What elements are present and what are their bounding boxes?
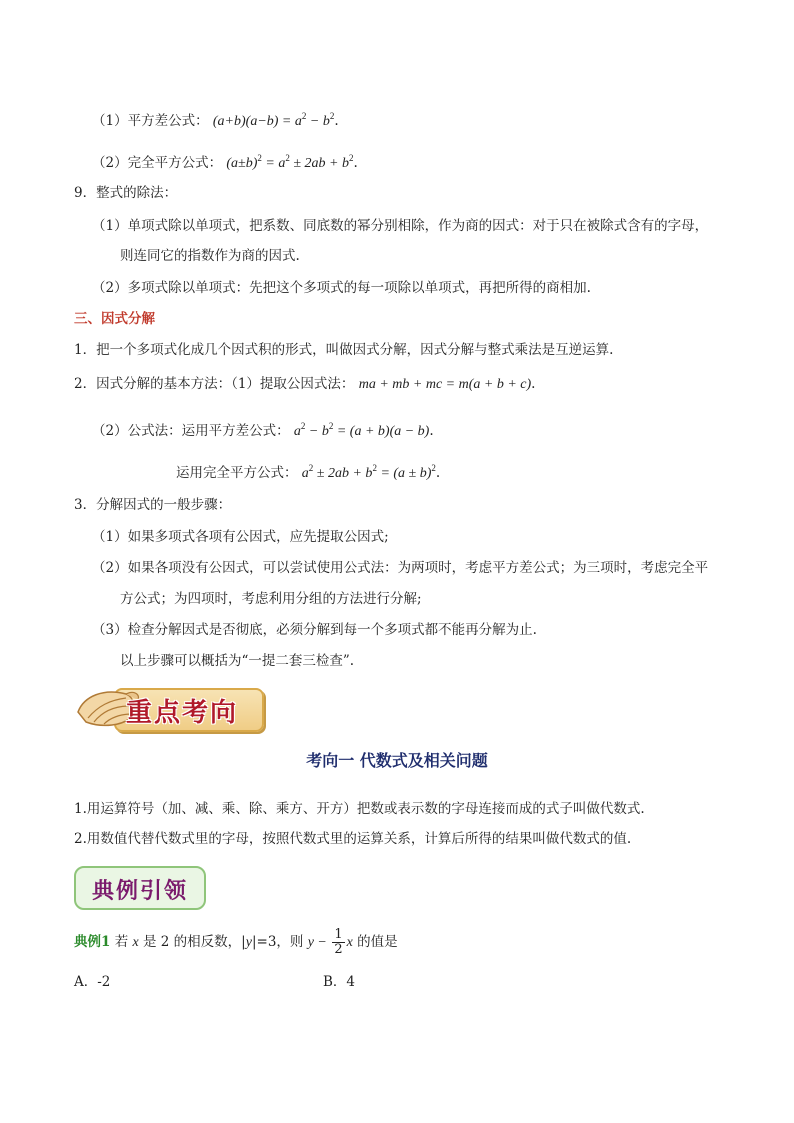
- perfect-square-line: （2）完全平方公式： $(a\pm b)^2 = a^2 \pm 2ab + b^2$.: [92, 153, 358, 171]
- topic-title: 考向一 代数式及相关问题: [306, 751, 488, 770]
- step-2: （2）如果各项没有公因式，可以尝试使用公式法：为两项时，考虑平方差公式；为三项时，考虑完全平: [92, 560, 709, 576]
- step-1: （1）如果多项式各项有公因式，应先提取公因式;: [92, 529, 389, 545]
- steps-summary: 以上步骤可以概括为“一提二套三检查”.: [120, 653, 355, 669]
- general-steps-heading: 3．分解因式的一般步骤：: [74, 497, 232, 513]
- fraction-one-half: $\frac{1}{2}$: [334, 927, 343, 957]
- diff-squares-factor-formula: $a^2 - b^2 = (a + b)(a - b)$: [293, 421, 430, 439]
- common-factor-line: 2．因式分解的基本方法：（1）提取公因式法： ma + mb + mc = m(a + b + c).: [74, 376, 536, 392]
- diff-of-squares-line: （1）平方差公式： $(a+b)(a-b) = a^2 - b^2$.: [92, 111, 339, 129]
- option-a: A．-2: [74, 974, 111, 990]
- key-topics-banner: [74, 682, 264, 732]
- perfect-square-formula: $(a\pm b)^2 = a^2 \pm 2ab + b^2$: [226, 153, 354, 171]
- section-factorization-heading: 三、因式分解: [74, 311, 155, 327]
- perfect-square-factor-line: 运用完全平方公式： $a^2 \pm 2ab + b^2 = (a \pm b)^2$.: [176, 463, 441, 481]
- formula-method-line: （2）公式法：运用平方差公式： $a^2 - b^2 = (a + b)(a - b)$.: [92, 421, 434, 439]
- example-guide-title: 典例引领: [91, 878, 188, 904]
- example-question: 典例1 若 x 是 2 的相反数，|y|=3，则 y − $\frac{1}{2}$ x 的值是: [74, 927, 398, 957]
- division-heading: 9．整式的除法：: [74, 185, 178, 201]
- step-2-cont: 方公式；为四项时，考虑利用分组的方法进行分解;: [120, 591, 422, 607]
- diff-of-squares-formula: $(a+b)(a-b) = a^2 - b^2$: [212, 111, 335, 129]
- example-label: 典例1: [74, 934, 111, 950]
- mono-div-rule-cont: 则连同它的指数作为商的因式.: [120, 248, 300, 264]
- perfect-square-factor-formula: $a^2 \pm 2ab + b^2 = (a \pm b)^2$: [301, 463, 436, 481]
- example-guide-box: [74, 866, 206, 910]
- factorization-definition: 1．把一个多项式化成几个因式积的形式，叫做因式分解，因式分解与整式乘法是互逆运算.: [74, 342, 614, 358]
- expression-value-definition: 2.用数值代替代数式里的字母，按照代数式里的运算关系，计算后所得的结果叫做代数式的值.: [74, 831, 632, 847]
- poly-div-rule: （2）多项式除以单项式：先把这个多项式的每一项除以单项式，再把所得的商相加.: [92, 280, 591, 296]
- option-b: B．4: [323, 974, 356, 990]
- mono-div-rule: （1）单项式除以单项式，把系数、同底数的幂分别相除，作为商的因式：对于只在被除式含有的字母，: [92, 218, 709, 234]
- step-3: （3）检查分解因式是否彻底，必须分解到每一个多项式都不能再分解为止.: [92, 622, 537, 638]
- banner-title: 重点考向: [126, 698, 239, 728]
- common-factor-formula: ma + mb + mc = m(a + b + c): [358, 377, 532, 392]
- algebraic-expression-definition: 1.用运算符号（加、减、乘、除、乘方、开方）把数或表示数的字母连接而成的式子叫做代数式.: [74, 801, 645, 817]
